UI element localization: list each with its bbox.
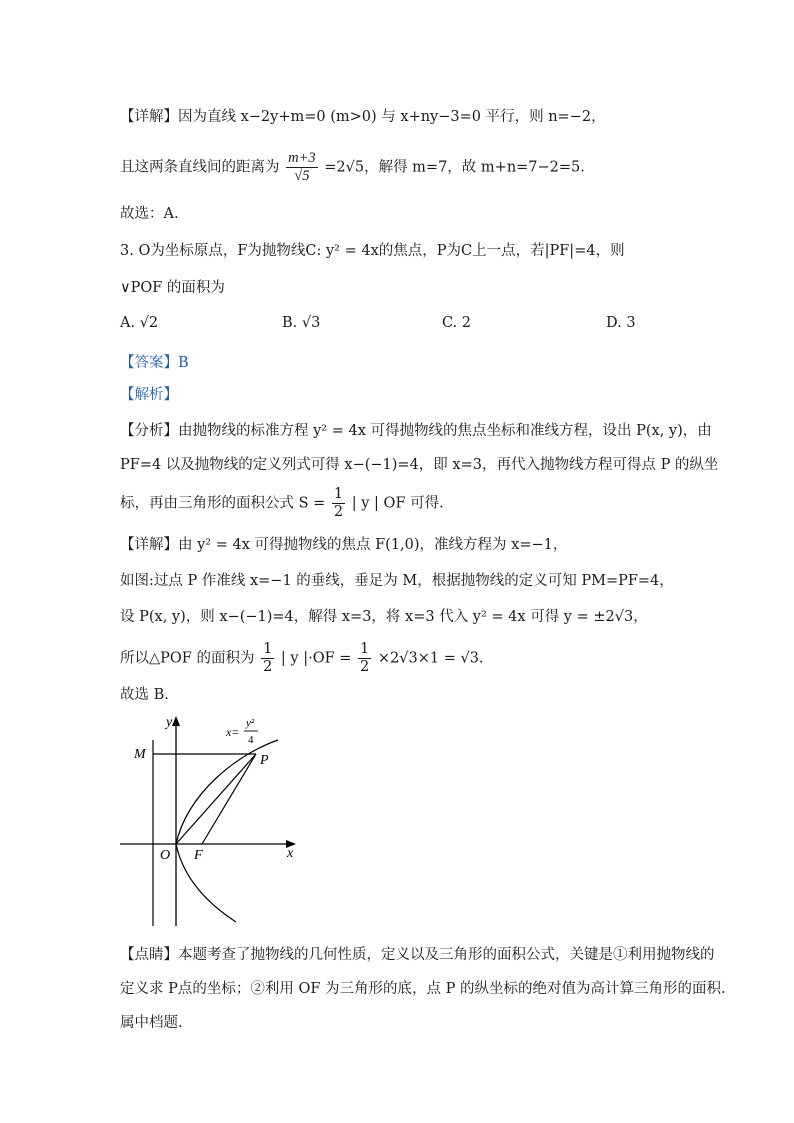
distance-fraction-den: √5	[294, 168, 310, 184]
area-prefix: 所以△POF 的面积为	[120, 650, 255, 667]
xiangjie-line-3: 设 P(x, y)，则 x−(−1)=4，解得 x=3，将 x=3 代入 y² = 4x 可得 y = ±2√3，	[120, 609, 648, 625]
half-fraction	[332, 486, 345, 521]
fenxi-line-2: PF=4 以及抛物线的定义列式可得 x−(−1)=4，即 x=3，再代入抛物线方程可得点 P 的纵坐	[120, 457, 719, 473]
question-3-stem-2: ∨POF 的面积为	[120, 280, 225, 296]
option-d: D. 3	[606, 315, 636, 331]
half-den: 2	[333, 504, 344, 520]
answer-label: 【答案】B	[120, 355, 189, 371]
area-line	[120, 641, 484, 676]
detail-line-1: 【详解】因为直线 x−2y+m=0 (m>0) 与 x+ny−3=0 平行，则 n=−2，	[120, 109, 606, 125]
xiangjie-line-2: 如图:过点 P 作准线 x=−1 的垂线，垂足为 M，根据抛物线的定义可知 PM=PF=4，	[120, 573, 674, 589]
choose-b-line: 故选 B.	[120, 687, 169, 703]
distance-fraction-num: m+3	[288, 150, 316, 166]
parabola-figure	[118, 712, 318, 930]
area-fraction-1-num: 1	[263, 641, 273, 657]
eq-den: 4	[248, 734, 254, 746]
half-num: 1	[333, 486, 344, 502]
segment-op	[176, 754, 256, 844]
choose-a-line: 故选：A.	[120, 206, 179, 222]
dianjing-line-1: 【点睛】本题考查了抛物线的几何性质，定义以及三角形的面积公式，关键是①利用抛物线的	[120, 947, 715, 963]
eq-lhs: x=	[226, 725, 240, 739]
eq-num: y²	[246, 717, 255, 729]
area-fraction-2	[358, 641, 371, 676]
label-x: x	[287, 846, 294, 861]
fenxi-line-1: 【分析】由抛物线的标准方程 y² = 4x 可得抛物线的焦点坐标和准线方程，设出 P(x, y)，由	[120, 423, 712, 439]
fenxi-line-3-suffix: | y | OF 可得.	[351, 495, 444, 512]
y-axis-arrow	[172, 716, 180, 726]
area-fraction-1-den: 2	[263, 659, 273, 675]
analysis-heading: 【解析】	[120, 387, 178, 403]
area-suffix: ×2√3×1 = √3.	[377, 650, 484, 667]
label-m: M	[134, 747, 146, 762]
label-y: y	[166, 715, 173, 730]
detail-line-2	[120, 150, 585, 185]
question-3-stem: 3. O为坐标原点，F为抛物线C: y² = 4x的焦点，P为C上一点，若|PF|=4，则	[120, 243, 625, 259]
option-b: B. √3	[282, 315, 321, 331]
option-c: C. 2	[442, 315, 472, 331]
distance-fraction	[286, 150, 318, 185]
area-fraction-2-den: 2	[360, 659, 370, 675]
dianjing-line-3: 属中档题.	[120, 1015, 183, 1031]
area-fraction-2-num: 1	[360, 641, 370, 657]
xiangjie-line-1: 【详解】由 y² = 4x 可得抛物线的焦点 F(1,0)，准线方程为 x=−1，	[120, 537, 568, 553]
fenxi-line-3-prefix: 标，再由三角形的面积公式 S =	[120, 495, 326, 512]
detail-line-2-prefix: 且这两条直线间的距离为	[120, 159, 280, 176]
fenxi-line-3	[120, 486, 444, 521]
label-o: O	[160, 848, 171, 863]
dianjing-line-2: 定义求 P点的坐标；②利用 OF 为三角形的底，点 P 的纵坐标的绝对值为高计算三角形的面积.	[120, 981, 726, 997]
area-fraction-1	[261, 641, 274, 676]
label-p: P	[260, 753, 269, 768]
detail-line-2-suffix: =2√5，解得 m=7，故 m+n=7−2=5.	[324, 159, 585, 176]
option-a: A. √2	[120, 315, 159, 331]
label-f: F	[194, 848, 203, 863]
area-mid: | y |·OF =	[280, 650, 352, 667]
